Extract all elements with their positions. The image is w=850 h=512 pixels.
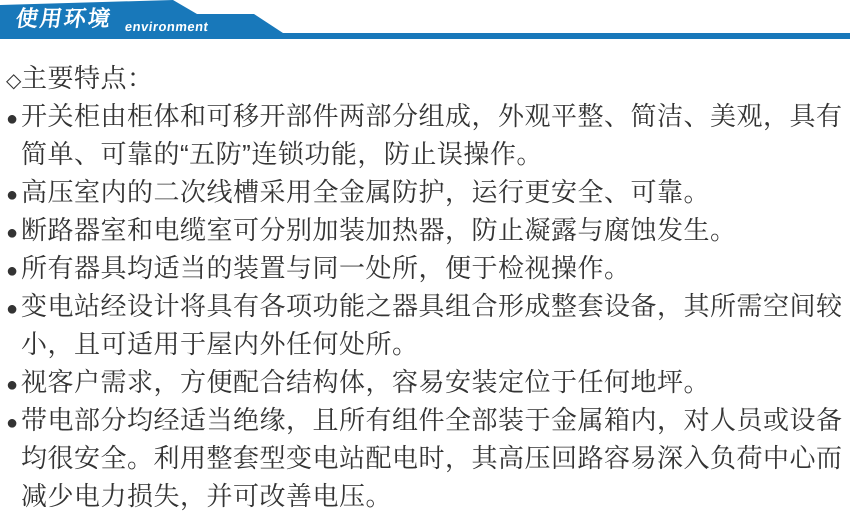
feature-line-text: 变电站经设计将具有各项功能之器具组合形成整套设备，其所需空间较 <box>21 291 843 321</box>
feature-line <box>6 325 846 363</box>
dot-bullet-icon: ● <box>6 412 19 434</box>
section-heading-text: 主要特点： <box>21 63 154 93</box>
feature-line-text: 均很安全。利用整套型变电站配电时，其高压回路容易深入负荷中心而 <box>21 443 843 473</box>
feature-line-text: 高压室内的二次线槽采用全金属防护，运行更安全、可靠。 <box>21 177 711 207</box>
diamond-bullet-icon: ◇ <box>6 70 22 92</box>
dot-bullet-icon: ● <box>6 260 19 282</box>
feature-line-text: 小，且可适用于屋内外任何处所。 <box>21 329 419 359</box>
feature-line-text: 简单、可靠的“五防”连锁功能，防止误操作。 <box>21 139 543 169</box>
feature-line-text: 带电部分均经适当绝缘，且所有组件全部装于金属箱内，对人员或设备 <box>21 405 843 435</box>
feature-line <box>6 173 846 211</box>
dot-bullet-icon: ● <box>6 108 19 130</box>
dot-bullet-icon: ● <box>6 184 19 206</box>
feature-line <box>6 249 846 287</box>
feature-line-text: 视客户需求，方便配合结构体，容易安装定位于任何地坪。 <box>21 367 711 397</box>
feature-line <box>6 135 846 173</box>
dot-bullet-icon: ● <box>6 222 19 244</box>
page-subtitle: environment <box>123 19 210 34</box>
feature-line-text: 断路器室和电缆室可分别加装加热器，防止凝露与腐蚀发生。 <box>21 215 737 245</box>
feature-list <box>6 59 846 512</box>
section-heading-line <box>6 59 846 97</box>
header-banner <box>0 0 850 42</box>
feature-line <box>6 211 846 249</box>
feature-line <box>6 477 846 512</box>
feature-line <box>6 439 846 477</box>
feature-line <box>6 97 846 135</box>
dot-bullet-icon: ● <box>6 374 19 396</box>
feature-line <box>6 401 846 439</box>
dot-bullet-icon: ● <box>6 298 19 320</box>
feature-line-text: 所有器具均适当的装置与同一处所，便于检视操作。 <box>21 253 631 283</box>
page-title: 使用环境 <box>14 6 114 31</box>
feature-line <box>6 363 846 401</box>
feature-line-text: 减少电力损失，并可改善电压。 <box>21 481 393 511</box>
feature-line <box>6 287 846 325</box>
feature-line-text: 开关柜由柜体和可移开部件两部分组成，外观平整、简洁、美观，具有 <box>21 101 843 131</box>
